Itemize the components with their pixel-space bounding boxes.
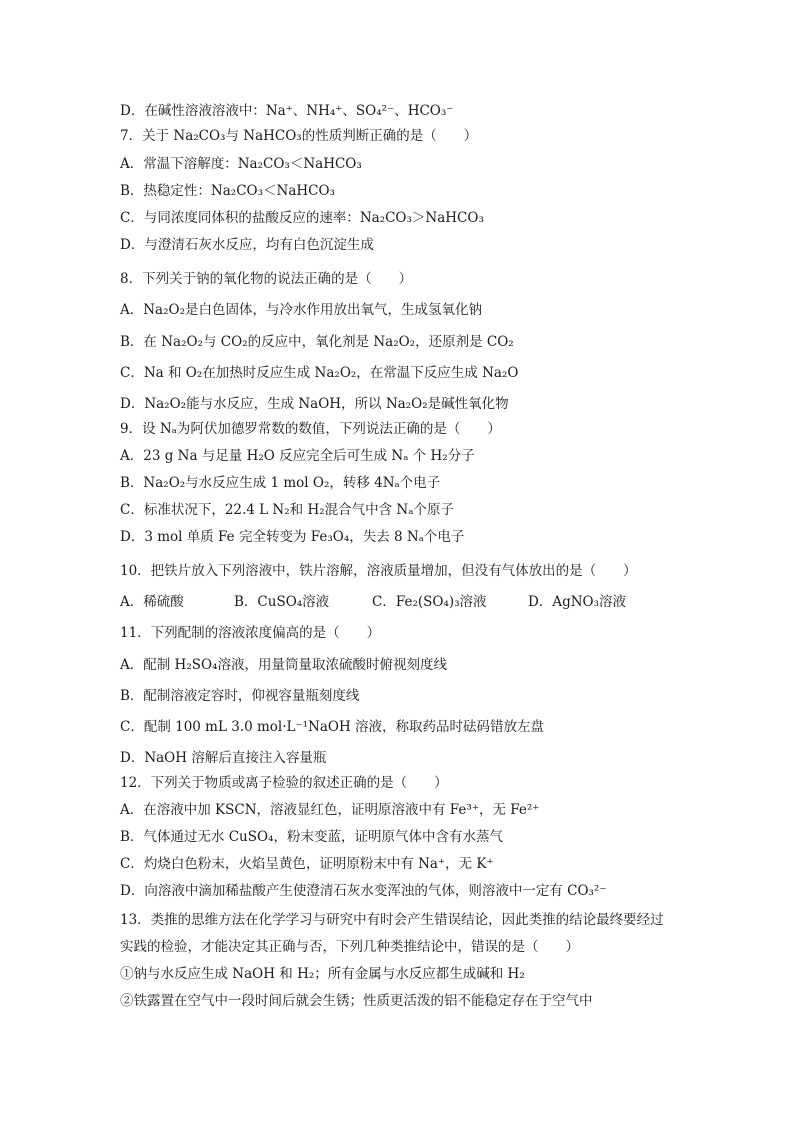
q10-option-a: A．稀硫酸 xyxy=(120,594,184,610)
q11-option-c: C．配制 100 mL 3.0 mol·L⁻¹NaOH 溶液，称取药品时砝码错放左盘 xyxy=(120,719,545,735)
q8-option-b: B．在 Na₂O₂与 CO₂的反应中，氧化剂是 Na₂O₂，还原剂是 CO₂ xyxy=(120,334,514,350)
q10-option-b: B．CuSO₄溶液 xyxy=(234,594,330,610)
q7-option-a: A．常温下溶解度：Na₂CO₃＜NaHCO₃ xyxy=(120,156,362,172)
q12-option-c: C．灼烧白色粉末，火焰呈黄色，证明原粉末中有 Na⁺，无 K⁺ xyxy=(120,856,494,872)
q12-option-a: A．在溶液中加 KSCN，溶液显红色，证明原溶液中有 Fe³⁺，无 Fe²⁺ xyxy=(120,802,540,818)
q11-option-a: A．配制 H₂SO₄溶液，用量筒量取浓硫酸时俯视刻度线 xyxy=(120,657,447,673)
q9-option-c: C．标准状况下，22.4 L N₂和 H₂混合气中含 Nₐ个原子 xyxy=(120,502,454,518)
q13-stem-line2: 实践的检验，才能决定其正确与否，下列几种类推结论中，错误的是（ ） xyxy=(120,939,579,955)
q10-options xyxy=(120,592,644,612)
q7-option-b: B．热稳定性：Na₂CO₃＜NaHCO₃ xyxy=(120,183,335,199)
q6-option-d: D．在碱性溶液溶液中：Na⁺、NH₄⁺、SO₄²⁻、HCO₃⁻ xyxy=(120,103,454,119)
q12-option-b: B．气体通过无水 CuSO₄，粉末变蓝，证明原气体中含有水蒸气 xyxy=(120,829,503,845)
q12-option-d: D．向溶液中滴加稀盐酸产生使澄清石灰水变浑浊的气体，则溶液中一定有 CO₃²⁻ xyxy=(120,883,607,899)
q12-stem: 12．下列关于物质或离子检验的叙述正确的是（ ） xyxy=(120,775,448,791)
q11-option-b: B．配制溶液定容时，仰视容量瓶刻度线 xyxy=(120,688,360,704)
q11-option-d: D．NaOH 溶解后直接注入容量瓶 xyxy=(120,750,327,766)
q8-option-a: A．Na₂O₂是白色固体，与冷水作用放出氧气，生成氢氧化钠 xyxy=(120,302,483,318)
q9-stem: 9．设 Nₐ为阿伏加德罗常数的数值，下列说法正确的是（ ） xyxy=(120,421,501,437)
q10-option-d: D．AgNO₃溶液 xyxy=(528,594,627,610)
q9-option-a: A．23 g Na 与足量 H₂O 反应完全后可生成 Nₐ 个 H₂分子 xyxy=(120,448,475,464)
q13-stem-line1: 13．类推的思维方法在化学学习与研究中有时会产生错误结论，因此类推的结论最终要经过 xyxy=(120,912,664,928)
q7-option-d: D．与澄清石灰水反应，均有白色沉淀生成 xyxy=(120,237,374,253)
q7-stem: 7．关于 Na₂CO₃与 NaHCO₃的性质判断正确的是（ ） xyxy=(120,128,478,144)
q8-stem: 8．下列关于钠的氧化物的说法正确的是（ ） xyxy=(120,271,413,287)
q13-statement-2: ②铁露置在空气中一段时间后就会生锈；性质更活泼的铝不能稳定存在于空气中 xyxy=(120,993,593,1009)
q8-option-d: D．Na₂O₂能与水反应，生成 NaOH，所以 Na₂O₂是碱性氧化物 xyxy=(120,396,509,412)
q9-option-d: D．3 mol 单质 Fe 完全转变为 Fe₃O₄，失去 8 Nₐ个电子 xyxy=(120,529,465,545)
q10-stem: 10．把铁片放入下列溶液中，铁片溶解，溶液质量增加，但没有气体放出的是（ ） xyxy=(120,563,637,579)
q8-option-c: C．Na 和 O₂在加热时反应生成 Na₂O₂，在常温下反应生成 Na₂O xyxy=(120,365,519,381)
q11-stem: 11．下列配制的溶液浓度偏高的是（ ） xyxy=(120,625,381,641)
q7-option-c: C．与同浓度同体积的盐酸反应的速率：Na₂CO₃＞NaHCO₃ xyxy=(120,210,484,226)
q9-option-b: B．Na₂O₂与水反应生成 1 mol O₂，转移 4Nₐ个电子 xyxy=(120,475,441,491)
q13-statement-1: ①钠与水反应生成 NaOH 和 H₂；所有金属与水反应都生成碱和 H₂ xyxy=(120,966,525,982)
q10-option-c: C．Fe₂(SO₄)₃溶液 xyxy=(372,594,487,610)
